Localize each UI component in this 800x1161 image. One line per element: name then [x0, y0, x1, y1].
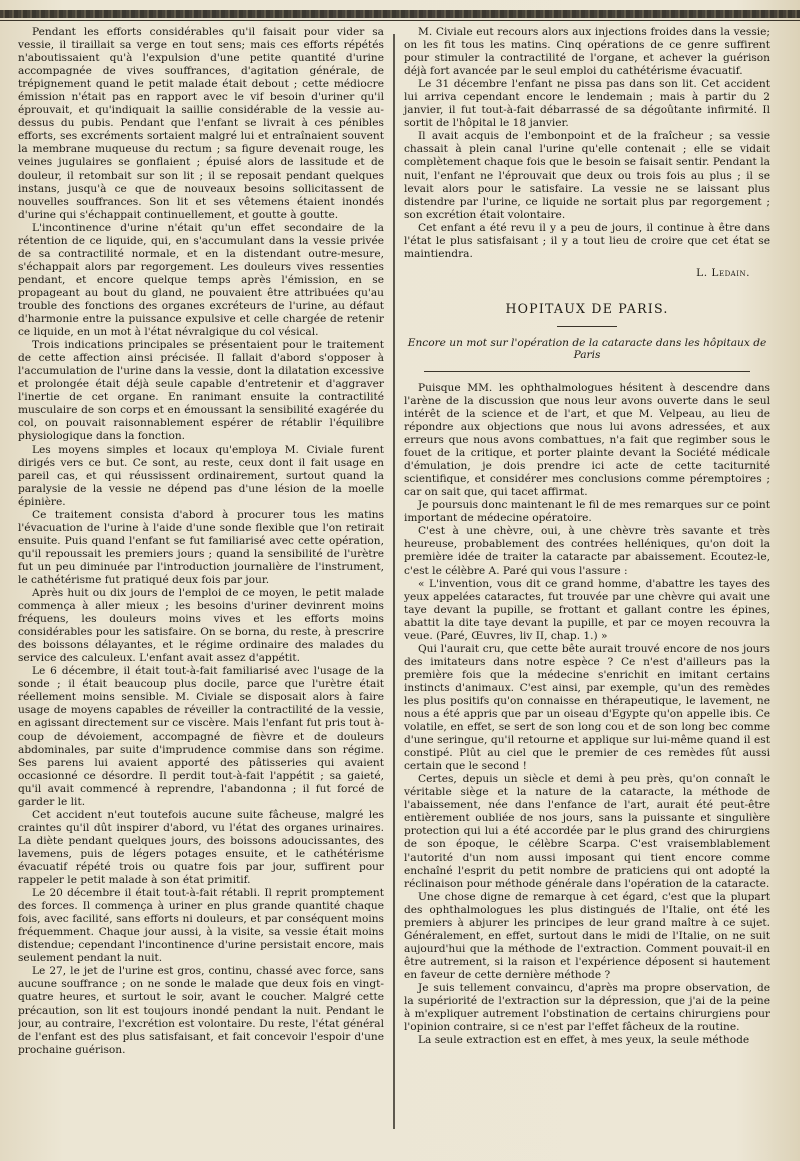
right-paragraph-3: Il avait acquis de l'embonpoint et de la fraîcheur ; sa vessie chassait à plein canal l'urine qu'elle contenait ; elle se vidait complètement chaque fois que le besoin se faisait sentir. Pendant la nuit, l'enfant ne l'éprouvait que deux ou trois fois au plus ; il se levait alors pour le satisfaire. La vessie ne se laissant plus distendre par l'urine, ce liquide ne sortait plus par regorgement ; son excrétion était volontaire. — [404, 130, 770, 221]
section-title: HOPITAUX DE PARIS. — [505, 300, 669, 316]
top-thin-rule — [0, 20, 800, 21]
section-subtitle: Encore un mot sur l'opération de la cataracte dans les hôpitaux de Paris — [407, 336, 767, 361]
left-paragraph-8: Cet accident n'eut toutefois aucune suite fâcheuse, malgré les craintes qu'il dût inspirer d'abord, vu l'état des organes urinaires. La diète pendant quelques jours, des boissons adoucissantes, des lavemens, puis de légers potages ensuite, et le cathétérisme évacuatif répété trois ou quatre fois par jour, suffirent pour rappeler le petit malade à son état primitif. — [18, 808, 384, 887]
left-paragraph-1: Pendant les efforts considérables qu'il faisait pour vider sa vessie, il tiraillait sa verge en tout sens; mais ces efforts répétés n'aboutissaient qu'à l'expulsion d'une petite quantité d'urine accompagnée de vives souffrances, d'agitation générale, de trépignement quand le petit malade était debout ; cette médiocre émission n'était pas en rapport avec le vif besoin d'uriner qu'il éprouvait, et qu'indiquait la saillie considérable de la vessie au-dessus du pubis. Pendant que l'enfant se livrait à ces pénibles efforts, ses excréments sortaient malgré lui et entraînaient souvent la membrane muqueuse du rectum ; sa figure devenait rouge, les veines jugulaires se gonflaient ; épuisé alors de lassitude et de douleur, il retombait sur son lit ; il se reposait pendant quelques instans, jusqu'à ce que de nouveaux besoins sollicitassent de nouvelles souffrances. Son lit et ses vêtemens étaient inondés d'urine qui s'échappait continuellement, et goutte à goutte. — [18, 26, 384, 221]
left-paragraph-10: Le 27, le jet de l'urine est gros, continu, chassé avec force, sans aucune souffrance ; on ne sonde le malade que deux fois en vingt-quatre heures, et surtout le soir, avant le coucher. Malgré cette précaution, son lit est toujours inondé pendant la nuit. Pendant le jour, au contraire, l'excrétion est volontaire. Du reste, l'état général de l'enfant est des plus satisfaisant, et fait concevoir l'espoir d'une prochaine guérison. — [18, 965, 384, 1056]
article-paragraph-7: Une chose digne de remarque à cet égard, c'est que la plupart des ophthalmologues les plus distingués de l'Italie, ont été les premiers à abjurer les principes de leur grand maître à ce sujet. Généralement, en effet, surtout dans le midi de l'Italie, on ne suit aujourd'hui que la méthode de l'extraction. Comment pouvait-il en être autrement, si la raison et l'expérience déposent si hautement en faveur de cette dernière méthode ? — [404, 890, 770, 981]
column-divider — [393, 34, 395, 1129]
left-paragraph-6: Après huit ou dix jours de l'emploi de ce moyen, le petit malade commença à aller mieux ; les besoins d'uriner devinrent moins fréquens, les douleurs moins vives et les efforts moins considérables pour les satisfaire. On se borna, du reste, à prescrire des boissons délayantes, et le régime ordinaire des malades du service des calculeux. L'enfant avait assez d'appétit. — [18, 587, 384, 665]
right-paragraph-2: Le 31 décembre l'enfant ne pissa pas dans son lit. Cet accident lui arriva cependant encore le lendemain ; mais à partir du 2 janvier, il fut tout-à-fait débarrassé de sa dégoûtante infirmité. Il sortit de l'hôpital le 18 janvier. — [404, 78, 770, 130]
left-paragraph-5: Ce traitement consista d'abord à procurer tous les matins l'évacuation de l'urine à l'aide d'une sonde flexible que l'on retirait ensuite. Puis quand l'enfant se fut familiarisé avec cette opération, qu'il repoussait les premiers jours ; quand la sensibilité de l'urètre fut un peu diminuée par l'introduction journalière de l'instrument, le cathétérisme fut pratiqué deux fois par jour. — [18, 508, 384, 586]
top-border-rule — [0, 10, 800, 18]
author-signature: L. Ledain. — [696, 266, 750, 279]
article-paragraph-3: C'est à une chèvre, oui, à une chèvre très savante et très heureuse, probablement des contrées helléniques, qu'on doit la première idée de traiter la cataracte par abaissement. Ecoutez-le, c'est le célèbre A. Paré qui vous l'assure : — [404, 525, 770, 577]
right-paragraph-4: Cet enfant a été revu il y a peu de jours, il continue à être dans l'état le plus satisfaisant ; il y a tout lieu de croire que cet état se maintiendra. — [404, 221, 770, 260]
right-column — [395, 26, 770, 1149]
two-column-layout — [18, 26, 782, 1149]
left-paragraph-9: Le 20 décembre il était tout-à-fait rétabli. Il reprit promptement des forces. Il commença à uriner en plus grande quantité chaque fois, avec facilité, sans efforts ni douleurs, et par conséquent moins fréquemment. Chaque jour aussi, à la visite, sa vessie était moins distendue; cependant l'incontinence d'urine persistait encore, mais seulement pendant la nuit. — [18, 887, 384, 965]
left-paragraph-7: Le 6 décembre, il était tout-à-fait familiarisé avec l'usage de la sonde ; il était beaucoup plus docile, parce que l'urètre était réellement moins sensible. M. Civiale se disposait alors à faire usage de moyens capables de réveiller la contractilité de la vessie, en agissant directement sur ce viscère. Mais l'enfant fut pris tout à-coup de dévoiement, accompagné de fièvre et de douleurs abdominales, par suite d'imprudence commise dans son régime. Ses parens lui avaient apporté des pâtisseries qui avaient occasionné ce désordre. Il perdit tout-à-fait l'appétit ; sa gaieté, qu'il avait commencé à reprendre, l'abandonna ; il fut forcé de garder le lit. — [18, 665, 384, 808]
right-paragraph-1: M. Civiale eut recours alors aux injections froides dans la vessie; on les fit tous les matins. Cinq opérations de ce genre suffirent pour stimuler la contractilité de l'organe, et achever la guérison déjà fort avancée par le seul emploi du cathétérisme évacuatif. — [404, 26, 770, 78]
article-paragraph-1: Puisque MM. les ophthalmologues hésitent à descendre dans l'arène de la discussion que nous leur avons ouverte dans le seul intérêt de la science et de l'art, et que M. Velpeau, au lieu de répondre aux objections que nous lui avons adressées, et aux erreurs que nous avons combattues, n'a fait que regimber sous le fouet de la critique, et porter plainte devant la Société médicale d'émulation, je dois prendre ici acte de cette taciturnité scientifique, et considérer mes conclusions comme péremptoires ; car on sait que, qui tacet affirmat. — [404, 381, 770, 499]
article-paragraph-8: Je suis tellement convaincu, d'après ma propre observation, de la supériorité de l'extraction sur la dépression, que j'ai de la peine à m'expliquer autrement l'obstination de certains chirurgiens pour l'opinion contraire, si ce n'est par l'effet fâcheux de la routine. — [404, 982, 770, 1034]
article-paragraph-4: « L'invention, vous dit ce grand homme, d'abattre les tayes des yeux appelées cataractes, fut trouvée par une chèvre qui avait une taye devant la pupille, se frottant et gallant contre les épines, abattit la dite taye devant la pupille, et par ce moyen recouvra la veue. (Paré, Œuvres, liv II, chap. 1.) » — [404, 577, 770, 642]
left-paragraph-4: Les moyens simples et locaux qu'employa M. Civiale furent dirigés vers ce but. Ce sont, au reste, ceux dont il fait usage en pareil cas, et qui réussissent ordinairement, surtout quand la paralysie de la vessie ne dépend pas d'une lésion de la moelle épinière. — [18, 443, 384, 508]
title-rule — [557, 326, 617, 327]
subtitle-rule — [424, 371, 750, 372]
left-paragraph-3: Trois indications principales se présentaient pour le traitement de cette affection ainsi précisée. Il fallait d'abord s'opposer à l'accumulation de l'urine dans la vessie, dont la dilatation excessive et prolongée était déjà seule capable d'entretenir et d'aggraver l'inertie de cet organe. En ranimant ensuite la contractilité musculaire de son corps et en émoussant la sensibilité exagérée du col, on pouvait raisonnablement espérer de rétablir l'équilibre physiologique dans la fonction. — [18, 339, 384, 443]
left-column — [18, 26, 393, 1149]
article-paragraph-9: La seule extraction est en effet, à mes yeux, la seule méthode — [418, 1034, 750, 1047]
article-paragraph-5: Qui l'aurait cru, que cette bête aurait trouvé encore de nos jours des imitateurs dans notre espèce ? Ce n'est d'ailleurs pas la première fois que la médecine s'enrichit en imitant certains instincts d'animaux. C'est ainsi, par exemple, qu'un des remèdes les plus positifs qu'on connaisse en thérapeutique, le lavement, ne nous a été appris que par un oiseau d'Egypte qu'on appelle ibis. Ce volatile, en effet, se sert de son long cou et de son long bec comme d'une seringue, qu'il retourne et applique sur lui-même quand il est constipé. Plût au ciel que le premier de ces remèdes fût aussi certain que le second ! — [404, 642, 770, 773]
left-paragraph-2: L'incontinence d'urine n'était qu'un effet secondaire de la rétention de ce liquide, qui, en s'accumulant dans la vessie privée de sa contractilité normale, et en la distendant outre-mesure, s'échappait alors par regorgement. Les douleurs vives ressenties pendant, et encore quelque temps après l'émission, en se propageant au bout du gland, ne pouvaient être attribuées qu'au trouble des fonctions des organes excréteurs de l'urine, au défaut d'harmonie entre la puissance expulsive et celle chargée de retenir ce liquide, en un mot à l'état névralgique du col vésical. — [18, 221, 384, 339]
article-paragraph-2: Je poursuis donc maintenant le fil de mes remarques sur ce point important de médecine opératoire. — [404, 499, 770, 525]
article-paragraph-6: Certes, depuis un siècle et demi à peu près, qu'on connaît le véritable siège et la nature de la cataracte, la méthode de l'abaissement, née dans l'enfance de l'art, aurait été peut-être entièrement oubliée de nos jours, sans la puissante et singulière protection qui lui a été accordée par le plus grand des chirurgiens de son époque, le célèbre Scarpa. C'est vraisemblablement l'autorité d'un nom aussi imposant qui tient encore comme enchaîné l'esprit du petit nombre de praticiens qui ont adopté la réclinaison pour méthode générale dans l'opération de la cataracte. — [404, 773, 770, 890]
